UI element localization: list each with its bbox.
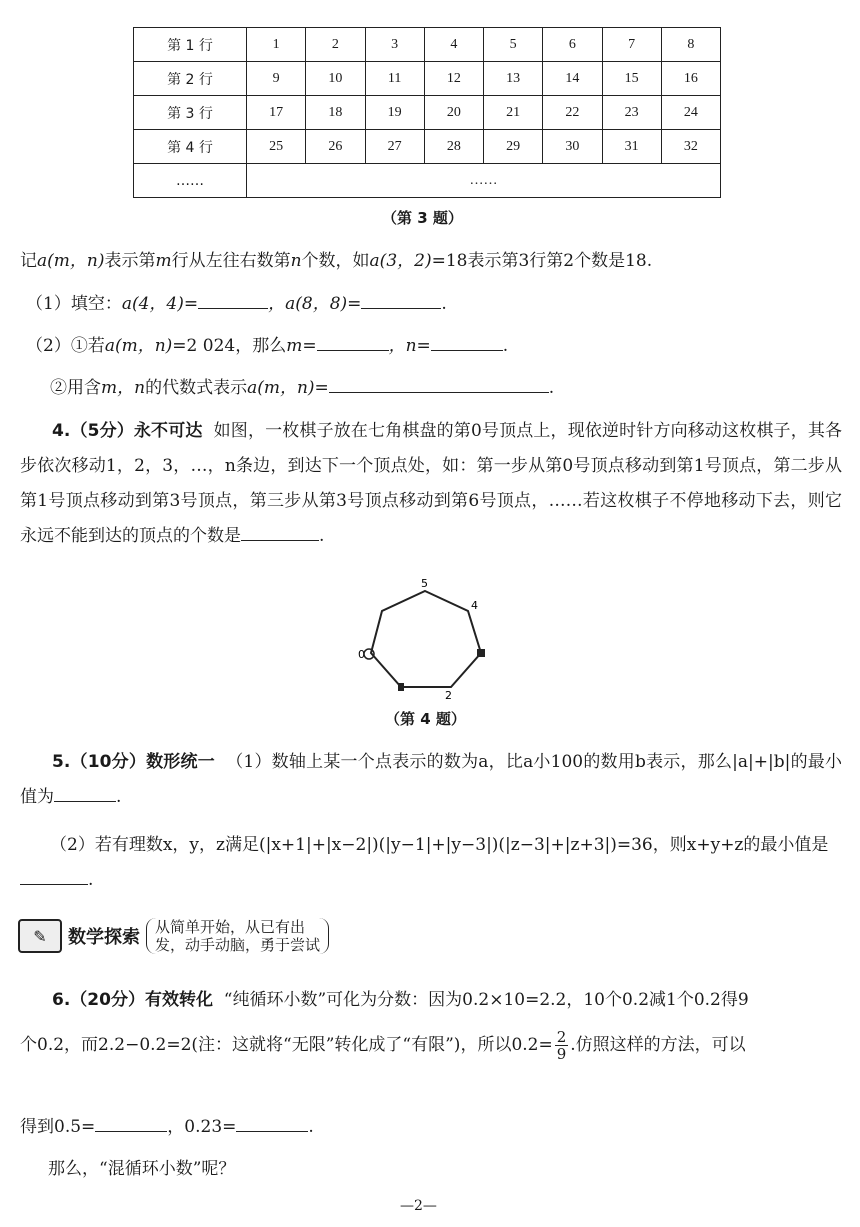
table-cell: 1	[247, 28, 306, 62]
fig4-caption: （第 4 题）	[385, 710, 466, 728]
vertex-marker	[398, 683, 404, 691]
table-row-ellipsis	[134, 164, 721, 198]
table-cell: 21	[484, 96, 543, 130]
table-cell: 8	[661, 28, 720, 62]
table-cell: 24	[661, 96, 720, 130]
q3-part1: （1）填空：a(4，4)= ，a(8，8)= .	[26, 287, 848, 322]
heptagon-board	[355, 575, 495, 705]
table-cell: 27	[365, 130, 424, 164]
table-cell: 5	[484, 28, 543, 62]
table-row	[134, 62, 721, 96]
q3-intro: 记a(m，n)表示第m行从左往右数第n个数，如a(3，2)=18表示第3行第2个数是18.	[20, 251, 653, 271]
table-cell: 16	[661, 62, 720, 96]
table-cell: 3	[365, 28, 424, 62]
q3-part2: （2）①若a(m，n)=2 024，那么m= ，n= .	[26, 329, 848, 364]
explorer-icon: ✎	[18, 919, 62, 953]
row-label: 第 2 行	[134, 62, 247, 96]
row-label: ……	[134, 164, 247, 198]
table-cell: 18	[306, 96, 365, 130]
table-cell: 31	[602, 130, 661, 164]
table-cell: 22	[543, 96, 602, 130]
vertex-label-2: 2	[445, 689, 452, 702]
table-cell: 10	[306, 62, 365, 96]
q6-line1: 6.（20分）有效转化 “纯循环小数”可化为分数：因为0.2×10=2.2，10个0.2减1个0.2得9	[52, 990, 749, 1010]
vertex-label-4: 4	[471, 599, 478, 612]
table-cell: 17	[247, 96, 306, 130]
table-cell: 11	[365, 62, 424, 96]
q3-part3: ②用含m，n的代数式表示a(m，n)= .	[50, 371, 860, 406]
fraction-two-ninths: $\frac{2}{9}$	[556, 1028, 567, 1063]
row-label: 第 1 行	[134, 28, 247, 62]
table-cell: 6	[543, 28, 602, 62]
vertex-marker	[477, 649, 485, 657]
number-table	[133, 27, 721, 198]
table-row	[134, 28, 721, 62]
vertex-label-0: 0	[358, 648, 365, 661]
table-cell: 14	[543, 62, 602, 96]
table-cell: 9	[247, 62, 306, 96]
q4-text: 4.（5分）永不可达 如图，一枚棋子放在七角棋盘的第0号顶点上，现依逆时针方向移动这枚棋子，其各步依次移动1，2，3，…，n条边，到达下一个顶点处，如：第一步从第0号顶点移动到第1号顶点，第二步从第1号顶点移动到第3号顶点，第三步从第3号顶点移动到第6号顶点，……若这枚棋子不停地移动下去，则它永远不能到达的顶点的个数是 .	[20, 421, 842, 546]
page-number: —2—	[400, 1198, 437, 1214]
table-cell: 28	[424, 130, 483, 164]
table-cell: 19	[365, 96, 424, 130]
q6-line4: 那么，“混循环小数”呢？	[48, 1159, 236, 1179]
row-label: 第 4 行	[134, 130, 247, 164]
q5-part2: （2）若有理数x，y，z满足(|x+1|+|x−2|)(|y−1|+|y−3|)(|z−3|+|z+3|)=36，则x+y+z的最小值是 .	[20, 828, 842, 898]
banner-title: 数学探索	[68, 927, 140, 948]
q6-line2: 个0.2，而2.2−0.2=2(注：这就将“无限”转化成了“有限”)，所以0.2= $\frac{2}{9}$ .仿照这样的方法，可以	[20, 1028, 746, 1063]
table-cell: 4	[424, 28, 483, 62]
math-explore-banner	[18, 918, 329, 954]
q6-line3: 得到0.5= ，0.23= .	[20, 1110, 842, 1145]
table-cell: 23	[602, 96, 661, 130]
table-cell: 15	[602, 62, 661, 96]
table-cell: 12	[424, 62, 483, 96]
table-cell: 25	[247, 130, 306, 164]
table-cell: 20	[424, 96, 483, 130]
table-cell: 13	[484, 62, 543, 96]
table-cell: 2	[306, 28, 365, 62]
table-cell: 29	[484, 130, 543, 164]
table-row	[134, 130, 721, 164]
row-label: 第 3 行	[134, 96, 247, 130]
vertex-label-5: 5	[421, 577, 428, 590]
table-cell: 7	[602, 28, 661, 62]
q5-part1: 5.（10分）数形统一 （1）数轴上某一个点表示的数为a，比a小100的数用b表示，那么|a|+|b|的最小值为 .	[20, 752, 842, 807]
table-cell: 26	[306, 130, 365, 164]
table-caption: （第 3 题）	[382, 209, 463, 227]
banner-motto: 从简单开始，从已有出 发，动手动脑，勇于尝试	[146, 918, 329, 954]
table-cell: ……	[247, 164, 721, 198]
table-cell: 32	[661, 130, 720, 164]
table-row	[134, 96, 721, 130]
table-cell: 30	[543, 130, 602, 164]
